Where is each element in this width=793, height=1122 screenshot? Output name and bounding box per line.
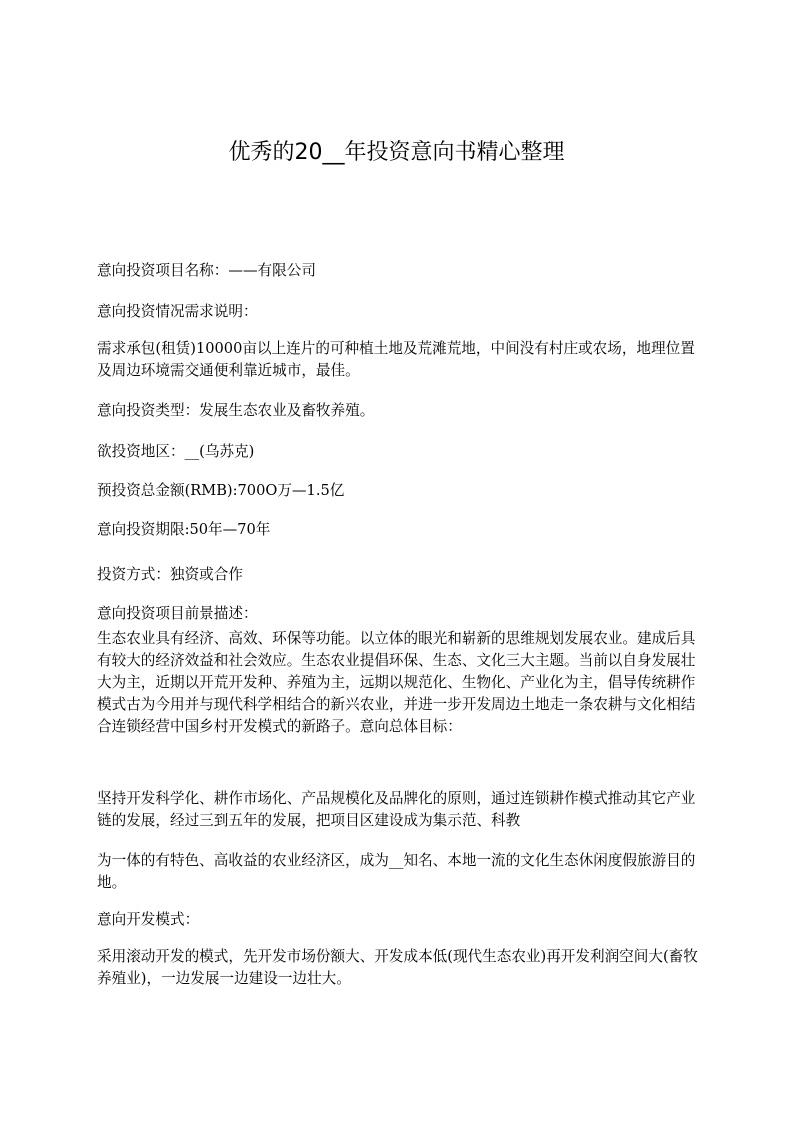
investment-term-line: 意向投资期限:50年—70年 (97, 521, 271, 538)
overall-goal-paragraph-2: 为一体的有特色、高收益的农业经济区，成为__知名、本地一流的文化生态休闲度假旅游目的地。 (97, 852, 696, 891)
investment-type-line: 意向投资类型：发展生态农业及畜牧养殖。 (97, 402, 375, 419)
document-title: 优秀的20__年投资意向书精心整理 (228, 140, 565, 165)
investment-amount-line: 预投资总金额(RMB):700O万—1.5亿 (97, 482, 345, 499)
development-mode-description: 采用滚动开发的模式，先开发市场份额大、开发成本低(现代生态农业)再开发利润空间大(畜牧养殖业)，一边发展一边建设一边壮大。 (97, 948, 698, 987)
needs-heading: 意向投资情况需求说明： (97, 303, 258, 320)
needs-description: 需求承包(租赁)10000亩以上连片的可种植土地及荒滩荒地，中间没有村庄或农场，地理位置及周边环境需交通便利靠近城市，最佳。 (97, 340, 695, 379)
prospect-description: 生态农业具有经济、高效、环保等功能。以立体的眼光和崭新的思维规划发展农业。建成后具有较大的经济效益和社会效应。生态农业提倡环保、生态、文化三大主题。当前以自身发展壮大为主，近期以开荒开发种、养殖为主，远期以规范化、生物化、产业化为主，倡导传统耕作模式古为今用并与现代科学相结合的新兴农业，并进一步开发周边土地走一条农耕与文化相结合连锁经营中国乡村开发模式的新路子。意向总体目标： (97, 630, 696, 735)
investment-method-line: 投资方式：独资或合作 (97, 566, 243, 583)
project-name-line: 意向投资项目名称：——有限公司 (97, 262, 316, 279)
development-mode-heading: 意向开发模式： (97, 911, 200, 928)
prospect-heading: 意向投资项目前景描述： (97, 605, 258, 622)
overall-goal-paragraph-1: 坚持开发科学化、耕作市场化、产品规模化及品牌化的原则，通过连锁耕作模式推动其它产业链的发展，经过三到五年的发展，把项目区建设成为集示范、科教 (97, 790, 696, 829)
investment-region-line: 欲投资地区：__(乌苏克) (97, 443, 255, 460)
